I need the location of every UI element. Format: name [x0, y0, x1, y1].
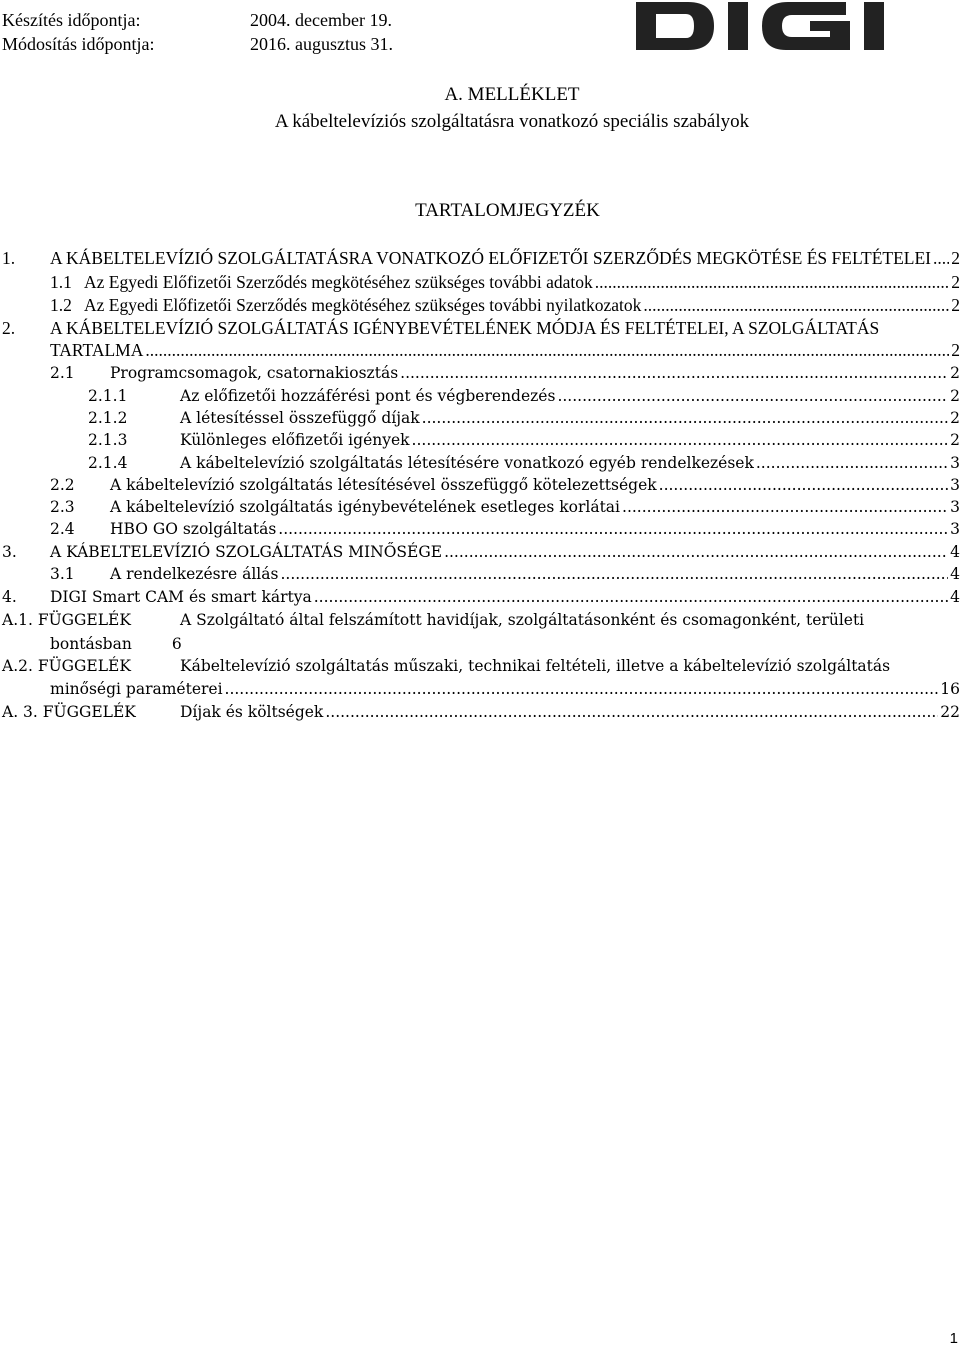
- dot-leader: [280, 562, 948, 586]
- toc-entry-number: 3.1: [50, 565, 75, 583]
- toc-entry[interactable]: [2, 384, 960, 408]
- toc-entry-page: 2: [951, 340, 960, 360]
- toc-entry-page: 4: [950, 543, 960, 561]
- toc-entry-number: 3.: [2, 543, 17, 561]
- dot-leader: [756, 451, 948, 475]
- toc-entry-number: 1.1: [50, 272, 72, 292]
- toc-entry-page: 2: [951, 248, 960, 268]
- toc-entry-page: 2: [950, 409, 960, 427]
- dot-leader: [557, 384, 948, 408]
- toc-entry-title: Díjak és költségek: [180, 703, 324, 721]
- toc-entry-number: 2.2: [50, 476, 75, 494]
- toc-entry-title: A KÁBELTELEVÍZIÓ SZOLGÁLTATÁS MINŐSÉGE: [50, 543, 443, 561]
- page-number: 1: [949, 1330, 958, 1347]
- toc-entry-title: DIGI Smart CAM és smart kártya: [50, 588, 312, 606]
- document-metadata: [2, 8, 393, 56]
- dot-leader: [400, 361, 948, 385]
- toc-entry-page: 16: [940, 680, 960, 698]
- dot-leader: [278, 517, 948, 541]
- toc-entry-title-continued: minőségi paraméterei: [50, 680, 223, 698]
- toc-entry-title: Különleges előfizetői igények: [180, 431, 410, 449]
- toc-entry[interactable]: [2, 517, 960, 541]
- toc-entry-page: 22: [940, 703, 960, 721]
- dot-leader: [145, 338, 949, 362]
- toc-entry-number: A. 3. FÜGGELÉK: [2, 703, 136, 721]
- dot-leader: [412, 428, 949, 452]
- toc-entry-number: 4.: [2, 588, 17, 606]
- toc-entry-number: A.1. FÜGGELÉK: [2, 611, 131, 629]
- modified-value: 2016. augusztus 31.: [250, 34, 393, 54]
- toc-entry[interactable]: [2, 451, 960, 475]
- modified-row: [2, 32, 393, 56]
- toc-entry-number: 2.1: [50, 364, 75, 382]
- dot-leader: [314, 585, 948, 609]
- toc-entry[interactable]: [2, 540, 960, 564]
- modified-label: Módosítás időpontja:: [2, 34, 155, 54]
- toc-entry-title: Az Egyedi Előfizetői Szerződés megkötéséhez szükséges további adatok: [84, 272, 593, 292]
- toc-entry-continuation: [50, 632, 182, 656]
- toc-entry-title: A KÁBELTELEVÍZIÓ SZOLGÁLTATÁSRA VONATKOZÓ ELŐFIZETŐI SZERZŐDÉS MEGKÖTÉSE ÉS FELTÉTELEI: [50, 248, 932, 268]
- dot-leader: [595, 270, 949, 294]
- toc-entry-title: A kábeltelevízió szolgáltatás létesítésével összefüggő kötelezettségek: [110, 476, 657, 494]
- toc-entry-page: 2: [950, 387, 960, 405]
- toc-entry[interactable]: [2, 473, 960, 497]
- toc-entry-page: 2: [951, 295, 960, 315]
- dot-leader: [444, 540, 948, 564]
- toc-entry[interactable]: [2, 654, 960, 678]
- dot-leader: [622, 495, 948, 519]
- dot-leader: [643, 293, 949, 317]
- toc-entry-page: 3: [950, 498, 960, 516]
- toc-entry-title: A létesítéssel összefüggő díjak: [180, 409, 420, 427]
- toc-entry-title: A kábeltelevízió szolgáltatás igénybevételének esetleges korlátai: [110, 498, 621, 516]
- toc-entry-page: 3: [950, 454, 960, 472]
- toc-entry-number: 2.1.1: [88, 387, 128, 405]
- toc-entry[interactable]: [2, 293, 960, 317]
- toc-entry-number: 2.3: [50, 498, 75, 516]
- toc-entry-page: 2: [950, 364, 960, 382]
- digi-logo: [636, 2, 948, 50]
- dot-leader: [933, 246, 949, 270]
- toc-entry-number: 1.: [2, 248, 16, 268]
- toc-entry-page: 2: [951, 272, 960, 292]
- toc-entry-continuation[interactable]: [2, 677, 960, 701]
- dot-leader: [225, 677, 939, 701]
- toc-entry-page: 2: [950, 431, 960, 449]
- created-value: 2004. december 19.: [250, 10, 392, 30]
- toc-entry-page: 3: [950, 520, 960, 538]
- toc-entry-page: 4: [950, 588, 960, 606]
- toc-entry-title: Programcsomagok, csatornakiosztás: [110, 364, 399, 382]
- created-label: Készítés időpontja:: [2, 10, 141, 30]
- toc-entry[interactable]: [2, 495, 960, 519]
- annex-title: A kábeltelevíziós szolgáltatásra vonatkozó speciális szabályok: [274, 111, 750, 132]
- toc-entry-continuation[interactable]: [2, 338, 960, 362]
- toc-entry-title: HBO GO szolgáltatás: [110, 520, 277, 538]
- toc-entry-number: 2.1.4: [88, 454, 128, 472]
- dot-leader: [325, 700, 938, 724]
- toc-entry-title-continued: bontásban: [50, 635, 132, 653]
- toc-entry[interactable]: [2, 406, 960, 430]
- toc-entry-page: 6: [171, 635, 182, 653]
- toc-entry-title: Kábeltelevízió szolgáltatás műszaki, technikai feltételi, illetve a kábeltelevízió szolgáltatás: [180, 657, 891, 675]
- annex-label: A. MELLÉKLET: [444, 84, 580, 105]
- toc-entry[interactable]: [2, 316, 960, 340]
- dot-leader: [422, 406, 948, 430]
- toc-entry[interactable]: [2, 608, 960, 632]
- toc-entry-title: A KÁBELTELEVÍZIÓ SZOLGÁLTATÁS IGÉNYBEVÉTELÉNEK MÓDJA ÉS FELTÉTELEI, A SZOLGÁLTATÁS: [50, 318, 880, 338]
- toc-entry-title-continued: TARTALMA: [50, 340, 144, 360]
- toc-entry-title: Az előfizetői hozzáférési pont és végberendezés: [180, 387, 556, 405]
- toc-entry-number: 1.2: [50, 295, 72, 315]
- toc-entry-page: 4: [950, 565, 960, 583]
- toc-entry-title: A kábeltelevízió szolgáltatás létesítésére vonatkozó egyéb rendelkezések: [180, 454, 754, 472]
- toc-entry-number: 2.1.3: [88, 431, 128, 449]
- toc-entry[interactable]: [2, 361, 960, 385]
- dot-leader: [659, 473, 948, 497]
- toc-entry-number: 2.1.2: [88, 409, 128, 427]
- toc-heading: TARTALOMJEGYZÉK: [415, 200, 600, 221]
- toc-entry-title: A rendelkezésre állás: [110, 565, 279, 583]
- toc-entry-number: 2.: [2, 318, 16, 338]
- toc-entry[interactable]: [2, 270, 960, 294]
- toc-entry[interactable]: [2, 585, 960, 609]
- toc-entry[interactable]: [2, 562, 960, 586]
- created-row: [2, 8, 393, 32]
- toc-entry-number: 2.4: [50, 520, 75, 538]
- toc-entry-title: A Szolgáltató által felszámított havidíjak, szolgáltatásonként és csomagonként, területi: [180, 611, 865, 629]
- toc-entry-page: 3: [950, 476, 960, 494]
- toc-entry[interactable]: [2, 700, 960, 724]
- toc-entry[interactable]: [2, 428, 960, 452]
- toc-entry-title: Az Egyedi Előfizetői Szerződés megkötéséhez szükséges további nyilatkozatok: [84, 295, 642, 315]
- toc-entry-number: A.2. FÜGGELÉK: [2, 657, 131, 675]
- toc-entry[interactable]: [2, 246, 960, 270]
